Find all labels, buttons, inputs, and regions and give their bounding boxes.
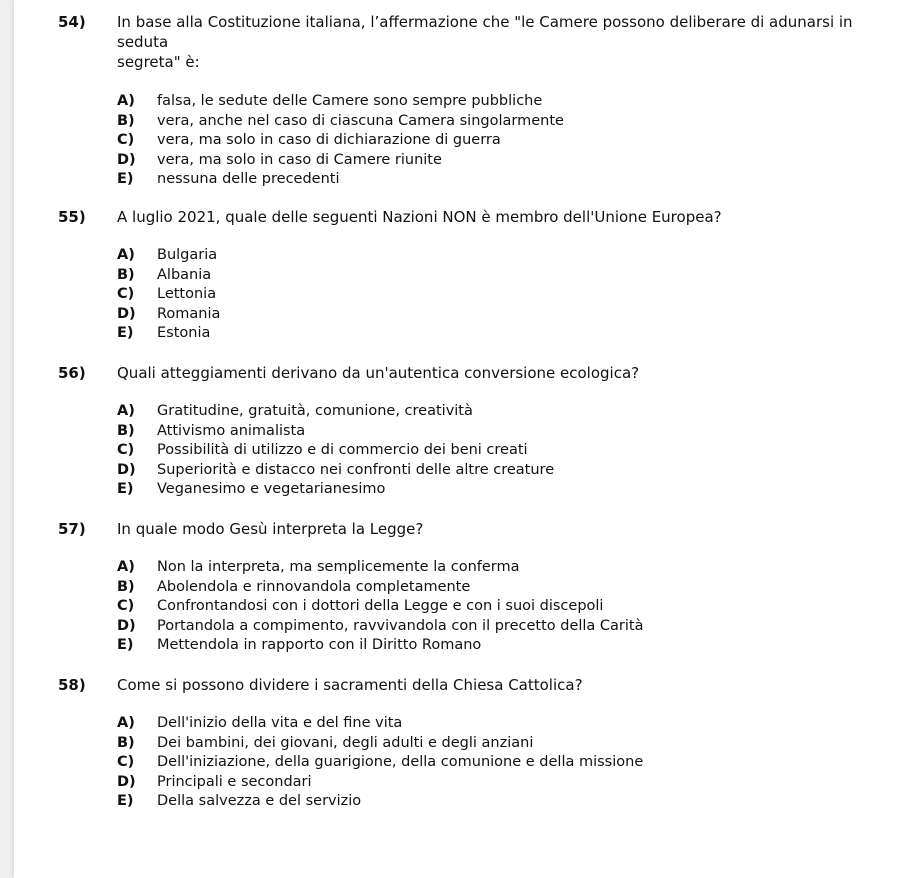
option-text: Attivismo animalista [157, 422, 306, 439]
option-text: vera, anche nel caso di ciascuna Camera singolarmente [157, 112, 564, 129]
option-letter: C) [117, 598, 135, 614]
option-a[interactable] [117, 246, 877, 266]
option-c[interactable] [117, 131, 877, 151]
option-letter: C) [117, 132, 135, 148]
option-text: Gratitudine, gratuità, comunione, creatività [157, 403, 473, 419]
option-b[interactable] [117, 422, 877, 442]
option-list [117, 558, 877, 656]
option-text: Mettendola in rapporto con il Diritto Romano [157, 637, 482, 653]
option-letter: D) [117, 151, 136, 168]
option-d[interactable] [117, 617, 877, 637]
option-letter: D) [117, 773, 136, 790]
option-letter: A) [117, 247, 135, 263]
option-text: Bulgaria [157, 247, 218, 263]
option-letter: C) [117, 442, 135, 458]
option-a[interactable] [117, 558, 877, 578]
option-text: vera, ma solo in caso di dichiarazione di guerra [157, 132, 501, 148]
option-letter: B) [117, 266, 135, 283]
option-text: falsa, le sedute delle Camere sono sempre pubbliche [157, 93, 543, 109]
option-b[interactable] [117, 266, 877, 286]
question-text: Come si possono dividere i sacramenti della Chiesa Cattolica? [117, 676, 583, 694]
option-d[interactable] [117, 305, 877, 325]
option-list [117, 402, 877, 500]
option-a[interactable] [117, 714, 877, 734]
option-letter: A) [117, 559, 135, 575]
option-e[interactable] [117, 480, 877, 500]
option-text: Dell'inizio della vita e del fine vita [157, 715, 403, 731]
option-e[interactable] [117, 792, 877, 812]
option-text: Portandola a compimento, ravvivandola con il precetto della Carità [157, 617, 644, 634]
option-text: Lettonia [157, 286, 217, 302]
option-letter: C) [117, 286, 135, 302]
question-text: A luglio 2021, quale delle seguenti Nazioni NON è membro dell'Unione Europea? [117, 208, 722, 226]
question-number: 56) [58, 364, 86, 382]
option-letter: E) [117, 793, 134, 809]
option-text: Superiorità e distacco nei confronti delle altre creature [157, 461, 555, 478]
option-list [117, 92, 877, 190]
option-text: Dei bambini, dei giovani, degli adulti e degli anziani [157, 734, 534, 751]
option-e[interactable] [117, 636, 877, 656]
option-text: Veganesimo e vegetarianesimo [157, 481, 386, 497]
option-letter: E) [117, 637, 134, 653]
option-letter: E) [117, 171, 134, 187]
option-e[interactable] [117, 324, 877, 344]
option-text: Possibilità di utilizzo e di commercio dei beni creati [157, 442, 528, 458]
question-text: Quali atteggiamenti derivano da un'autentica conversione ecologica? [117, 364, 640, 382]
option-letter: D) [117, 305, 136, 322]
option-b[interactable] [117, 734, 877, 754]
question-number: 58) [58, 676, 86, 694]
option-text: Non la interpreta, ma semplicemente la conferma [157, 559, 520, 575]
option-a[interactable] [117, 402, 877, 422]
question-text: In base alla Costituzione italiana, l’affermazione che "le Camere possono deliberare di adunarsi in seduta segreta" è: [117, 13, 853, 71]
option-letter: E) [117, 325, 134, 341]
option-letter: B) [117, 578, 135, 595]
option-text: Estonia [157, 325, 211, 341]
option-letter: A) [117, 715, 135, 731]
option-b[interactable] [117, 112, 877, 132]
option-text: Principali e secondari [157, 773, 312, 790]
option-text: Albania [157, 266, 212, 283]
option-c[interactable] [117, 441, 877, 461]
option-e[interactable] [117, 170, 877, 190]
option-text: nessuna delle precedenti [157, 171, 340, 187]
option-d[interactable] [117, 151, 877, 171]
option-letter: D) [117, 617, 136, 634]
option-letter: B) [117, 422, 135, 439]
option-letter: B) [117, 734, 135, 751]
quiz-page [14, 0, 919, 878]
question-text: In quale modo Gesù interpreta la Legge? [117, 520, 424, 538]
option-list [117, 714, 877, 812]
option-letter: E) [117, 481, 134, 497]
option-a[interactable] [117, 92, 877, 112]
question-number: 57) [58, 520, 86, 538]
option-text: Della salvezza e del servizio [157, 793, 362, 809]
option-text: Abolendola e rinnovandola completamente [157, 578, 471, 595]
option-text: Romania [157, 305, 221, 322]
option-d[interactable] [117, 461, 877, 481]
option-c[interactable] [117, 285, 877, 305]
option-d[interactable] [117, 773, 877, 793]
option-c[interactable] [117, 753, 877, 773]
question-number: 54) [58, 13, 86, 31]
option-text: vera, ma solo in caso di Camere riunite [157, 151, 442, 168]
option-b[interactable] [117, 578, 877, 598]
option-text: Dell'iniziazione, della guarigione, della comunione e della missione [157, 754, 644, 770]
option-letter: D) [117, 461, 136, 478]
option-letter: A) [117, 93, 135, 109]
option-list [117, 246, 877, 344]
option-letter: C) [117, 754, 135, 770]
option-text: Confrontandosi con i dottori della Legge e con i suoi discepoli [157, 598, 604, 614]
option-c[interactable] [117, 597, 877, 617]
option-letter: B) [117, 112, 135, 129]
question-number: 55) [58, 208, 86, 226]
option-letter: A) [117, 403, 135, 419]
